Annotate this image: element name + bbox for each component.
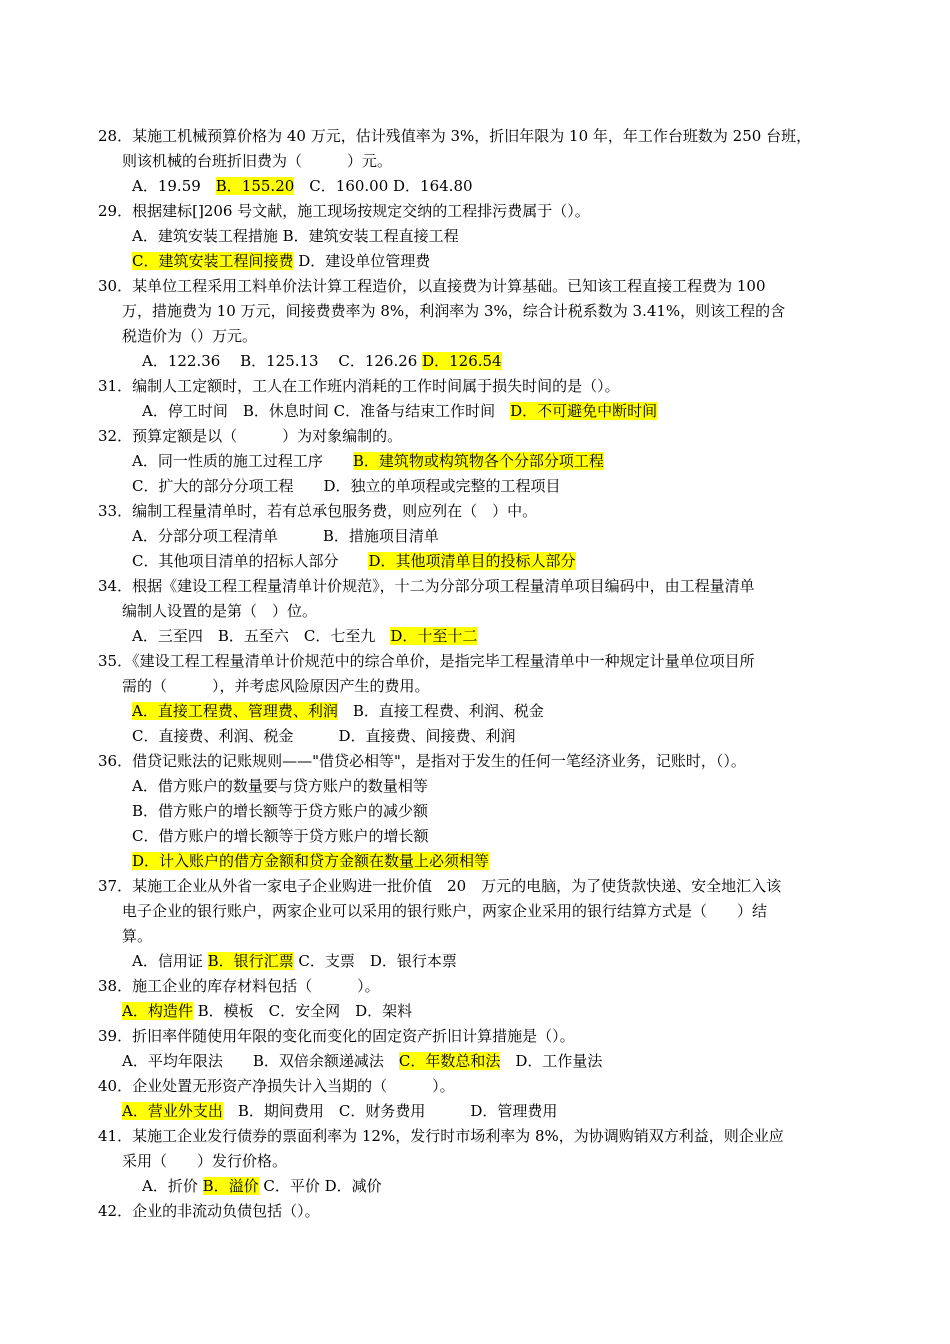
answer-highlight: D．126.54 xyxy=(422,352,502,370)
question-39-text: 39．折旧率伴随使用年限的变化而变化的固定资产折旧计算措施是（）。 xyxy=(98,1027,575,1045)
question-42-text: 42．企业的非流动负债包括（）。 xyxy=(98,1202,320,1220)
question-30-text-cont: 万，措施费为 10 万元，间接费费率为 8%，利润率为 3%，综合计税系数为 3.41%，则该工程的含 xyxy=(122,302,786,320)
option-a: A．19.59 xyxy=(132,177,216,195)
answer-highlight: C．建筑安装工程间接费 xyxy=(132,252,294,270)
answer-highlight: B．155.20 xyxy=(215,177,295,195)
question-41-text-cont: 采用（ ）发行价格。 xyxy=(122,1152,288,1170)
question-37-text-cont: 电子企业的银行账户，两家企业可以采用的银行账户，两家企业采用的银行结算方式是（ ）结 xyxy=(122,902,768,920)
option-c: C．其他项目清单的招标人部分 xyxy=(132,552,369,570)
question-35-text: 35．《建设工程工程量清单计价规范中的综合单价，是指完毕工程量清单中一种规定计量单位项目所 xyxy=(98,652,755,670)
question-33-options-cd xyxy=(132,550,576,572)
question-40-text: 40．企业处置无形资产净损失计入当期的（ ）。 xyxy=(98,1077,455,1095)
answer-highlight: B．建筑物或构筑物各个分部分项工程 xyxy=(352,452,604,470)
question-32-text: 32．预算定额是以（ ）为对象编制的。 xyxy=(98,427,403,445)
question-38-options xyxy=(122,1000,412,1022)
option-d: D．工作量法 xyxy=(500,1052,603,1070)
answer-highlight: A．营业外支出 xyxy=(122,1102,223,1120)
question-37-text: 37．某施工企业从外省一家电子企业购进一批价值 20 万元的电脑，为了使货款快递、安全地汇入该 xyxy=(98,877,782,895)
question-37-text-cont2: 算。 xyxy=(122,927,153,945)
question-36-option-d xyxy=(132,850,489,872)
question-38-text: 38．施工企业的库存材料包括（ ）。 xyxy=(98,977,380,995)
question-39-options xyxy=(122,1050,602,1072)
question-37-options xyxy=(132,950,457,972)
question-29-text: 29．根据建标[]206 号文献，施工现场按规定交纳的工程排污费属于（）。 xyxy=(98,202,590,220)
question-28-text-cont: 则该机械的台班折旧费为（ ）元。 xyxy=(122,152,393,170)
option-a: A．折价 xyxy=(142,1177,203,1195)
question-31-options xyxy=(142,400,657,422)
option-b: B．直接工程费、利润、税金 xyxy=(337,702,544,720)
question-34-text-cont: 编制人设置的是第（ ）位。 xyxy=(122,602,318,620)
option-cd: C．平价 D．减价 xyxy=(258,1177,382,1195)
answer-highlight: A．直接工程费、管理费、利润 xyxy=(132,702,338,720)
question-41-text: 41．某施工企业发行债券的票面利率为 12%，发行时市场利率为 8%，为协调购销双方利益，则企业应 xyxy=(98,1127,784,1145)
question-29-options-cd xyxy=(132,250,430,272)
answer-highlight: D．计入账户的借方金额和贷方金额在数量上必须相等 xyxy=(132,852,490,870)
question-28-text: 28．某施工机械预算价格为 40 万元，估计残值率为 3%，折旧年限为 10 年，年工作台班数为 250 台班， xyxy=(98,127,812,145)
question-28-options xyxy=(132,175,473,197)
answer-highlight: B．溢价 xyxy=(202,1177,259,1195)
question-35-text-cont: 需的（ ），并考虑风险原因产生的费用。 xyxy=(122,677,430,695)
option-a: A．信用证 xyxy=(132,952,208,970)
question-41-options xyxy=(142,1175,382,1197)
option-abc: A．停工时间 B．休息时间 C．准备与结束工作时间 xyxy=(142,402,511,420)
answer-highlight: C．年数总和法 xyxy=(398,1052,501,1070)
question-31-text: 31．编制人工定额时，工人在工作班内消耗的工作时间属于损失时间的是（）。 xyxy=(98,377,620,395)
option-a: A．同一性质的施工过程工序 xyxy=(132,452,353,470)
option-ab: A．平均年限法 B．双倍余额递减法 xyxy=(122,1052,399,1070)
question-36-option-b: B．借方账户的增长额等于贷方账户的减少额 xyxy=(132,802,429,820)
question-32-options-cd: C．扩大的部分分项工程 D．独立的单项程或完整的工程项目 xyxy=(132,477,561,495)
option-bcd: B．模板 C．安全网 D．架料 xyxy=(192,1002,413,1020)
question-30-text-cont2: 税造价为（）万元。 xyxy=(122,327,258,345)
question-30-text: 30．某单位工程采用工料单价法计算工程造价，以直接费为计算基础。已知该工程直接工程费为 100 xyxy=(98,277,766,295)
question-36-option-c: C．借方账户的增长额等于贷方账户的增长额 xyxy=(132,827,429,845)
question-36-option-a: A．借方账户的数量要与贷方账户的数量相等 xyxy=(132,777,428,795)
option-abc: A．三至四 B．五至六 C．七至九 xyxy=(132,627,391,645)
answer-highlight: D．十至十二 xyxy=(390,627,478,645)
question-35-options-ab xyxy=(132,700,544,722)
option-cd: C．160.00 D．164.80 xyxy=(294,177,473,195)
question-29-options-ab: A．建筑安装工程措施 B．建筑安装工程直接工程 xyxy=(132,227,459,245)
question-35-options-cd: C．直接费、利润、税金 D．直接费、间接费、利润 xyxy=(132,727,516,745)
question-33-options-ab: A．分部分项工程清单 B．措施项目清单 xyxy=(132,527,439,545)
answer-highlight: D．其他项清单目的投标人部分 xyxy=(368,552,576,570)
question-34-text: 34．根据《建设工程工程量清单计价规范》，十二为分部分项工程量清单项目编码中，由工程量清单 xyxy=(98,577,755,595)
question-30-options xyxy=(142,350,502,372)
question-32-options-ab xyxy=(132,450,604,472)
question-36-text: 36．借贷记账法的记账规则——"借贷必相等"，是指对于发生的任何一笔经济业务，记账时，（）。 xyxy=(98,752,746,770)
option-abc: A．122.36 B．125.13 C．126.26 xyxy=(142,352,423,370)
question-34-options xyxy=(132,625,477,647)
option-d: D．建设单位管理费 xyxy=(293,252,431,270)
answer-highlight: B．银行汇票 xyxy=(207,952,294,970)
answer-highlight: A．构造件 xyxy=(122,1002,193,1020)
answer-highlight: D．不可避免中断时间 xyxy=(510,402,658,420)
option-bcd: B．期间费用 C．财务费用 D．管理费用 xyxy=(222,1102,558,1120)
question-40-options xyxy=(122,1100,557,1122)
option-cd: C．支票 D．银行本票 xyxy=(293,952,457,970)
question-33-text: 33．编制工程量清单时，若有总承包服务费，则应列在（ ）中。 xyxy=(98,502,538,520)
